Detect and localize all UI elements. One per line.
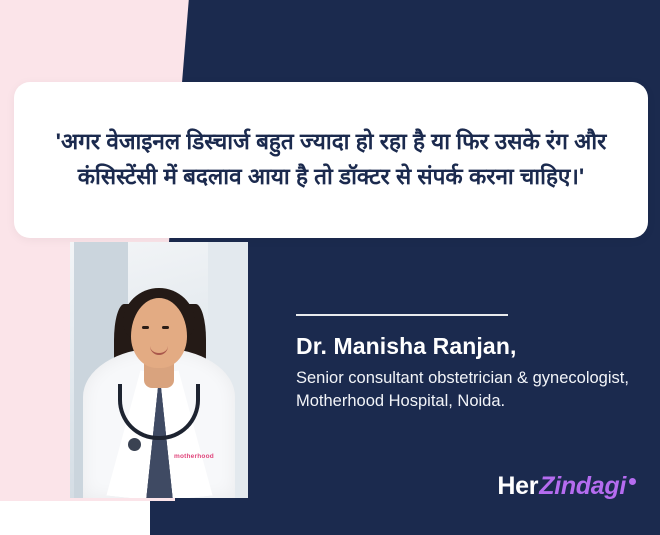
attribution-name: Dr. Manisha Ranjan, <box>296 333 517 359</box>
logo-zindagi-text: Zindagi <box>539 472 626 500</box>
quote-text: 'अगर वेजाइनल डिस्चार्ज बहुत ज्यादा हो रहा है या फिर उसके रंग और कंसिस्टेंसी में बदलाव आया है तो डॉक्टर से संपर्क करना चाहिए।' <box>55 129 607 189</box>
face <box>131 298 187 368</box>
stethoscope-bell-icon <box>128 438 141 451</box>
eye-left <box>142 326 149 329</box>
attribution <box>296 332 636 414</box>
coat-badge-logo: motherhood <box>174 452 214 460</box>
herzindagi-logo <box>497 472 636 501</box>
doctor-photo <box>70 242 248 498</box>
quote-panel <box>14 82 648 238</box>
attribution-role: Senior consultant obstetrician & gynecologist, Motherhood Hospital, Noida. <box>296 368 629 411</box>
eye-right <box>162 326 169 329</box>
attribution-divider <box>296 314 508 316</box>
logo-her-text: Her <box>497 472 539 500</box>
logo-dot-icon <box>629 478 636 485</box>
background-bottom-white-strip <box>0 501 150 535</box>
